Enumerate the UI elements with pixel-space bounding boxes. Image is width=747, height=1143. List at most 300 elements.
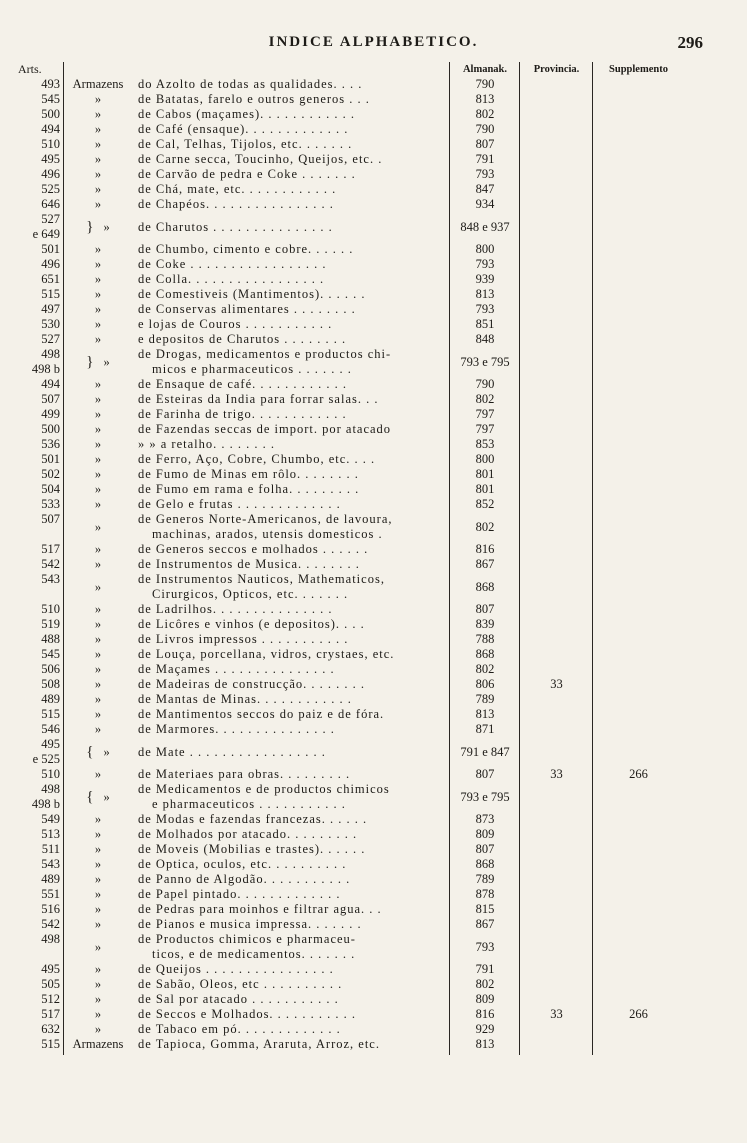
article-number-value: 527 — [41, 332, 60, 346]
description-text: de Esteiras da India para forrar salas. . . — [138, 392, 379, 406]
alphabetical-index-table — [14, 62, 684, 1052]
provincia-page — [520, 137, 593, 152]
description-text: de Maçames . . . . . . . . . . . . . . . — [138, 662, 335, 676]
article-number — [14, 167, 64, 182]
description-text: de Instrumentos Nauticos, Mathematicos, — [138, 572, 385, 586]
entry-description — [132, 977, 450, 992]
almanak-page: 815 — [475, 902, 495, 916]
category — [64, 707, 132, 722]
brace-mark: { — [86, 788, 94, 805]
article-number — [14, 917, 64, 932]
almanak-page: 807 — [475, 137, 495, 151]
category — [64, 677, 132, 692]
provincia-page — [520, 197, 593, 212]
almanak-page: 790 — [475, 77, 495, 91]
table-row — [14, 242, 684, 257]
entry-description — [132, 827, 450, 842]
table-row — [14, 962, 684, 977]
article-number-value: 507 — [41, 512, 60, 526]
table-header-row — [14, 62, 684, 77]
entry-description — [132, 782, 450, 812]
category-label: » — [94, 722, 102, 736]
description-text: e depositos de Charutos . . . . . . . . — [138, 332, 347, 346]
supplemento-page — [593, 272, 684, 287]
almanak-page: 847 — [475, 182, 495, 196]
category-label: » — [103, 744, 110, 759]
article-number-value: 495 — [41, 152, 60, 166]
provincia-page — [520, 77, 593, 92]
table-row — [14, 932, 684, 962]
supplemento-page — [593, 737, 684, 767]
category — [64, 182, 132, 197]
description-text: de Conservas alimentares . . . . . . . . — [138, 302, 356, 316]
provincia-page — [520, 692, 593, 707]
description-text: de Productos chimicos e pharmaceu- — [138, 932, 356, 946]
provincia-page — [520, 1037, 593, 1052]
category-label: » — [94, 137, 102, 151]
almanak-page: 868 — [475, 857, 495, 871]
article-number-value: 495 — [41, 737, 60, 751]
article-number — [14, 932, 64, 962]
article-number-value: 543 — [41, 572, 60, 586]
provincia-page — [520, 992, 593, 1007]
description-text: de Chapéos. . . . . . . . . . . . . . . . — [138, 197, 334, 211]
entry-description — [132, 212, 450, 242]
entry-description — [132, 842, 450, 857]
entry-description — [132, 437, 450, 452]
supplemento-page — [593, 842, 684, 857]
provincia-page — [520, 302, 593, 317]
description-text: de Moveis (Mobilias e trastes). . . . . . — [138, 842, 366, 856]
category-label: » — [94, 167, 102, 181]
article-number — [14, 482, 64, 497]
article-number — [14, 992, 64, 1007]
supplemento-page — [593, 887, 684, 902]
article-number — [14, 1007, 64, 1022]
category — [64, 602, 132, 617]
supplemento-page — [593, 632, 684, 647]
category — [64, 452, 132, 467]
description-text: de Farinha de trigo. . . . . . . . . . . . — [138, 407, 347, 421]
category-label: » — [94, 332, 102, 346]
almanak-page: 813 — [475, 92, 495, 106]
table-row — [14, 212, 684, 242]
almanak-page: 848 — [475, 332, 495, 346]
category-label: » — [94, 962, 102, 976]
provincia-page — [520, 182, 593, 197]
description-continuation: micos e pharmaceuticos . . . . . . . — [152, 362, 352, 376]
category — [64, 767, 132, 782]
article-number — [14, 1037, 64, 1052]
category-label: » — [94, 579, 102, 594]
category-label: » — [94, 242, 102, 256]
article-number-value: 543 — [41, 857, 60, 871]
description-text: de Drogas, medicamentos e productos chi- — [138, 347, 392, 361]
almanak-page: 791 — [475, 962, 495, 976]
provincia-page — [520, 782, 593, 812]
article-number-value: 507 — [41, 392, 60, 406]
description-text: de Molhados por atacado. . . . . . . . . — [138, 827, 358, 841]
provincia-page — [520, 497, 593, 512]
category — [64, 1007, 132, 1022]
article-number-value: 496 — [41, 167, 60, 181]
provincia-page: 33 — [550, 767, 563, 781]
supplemento-page — [593, 1022, 684, 1037]
article-number-value: 545 — [41, 92, 60, 106]
table-row — [14, 917, 684, 932]
category-label: » — [94, 602, 102, 616]
article-number-value: 525 — [41, 182, 60, 196]
almanak-page: 853 — [475, 437, 495, 451]
category — [64, 167, 132, 182]
description-text: de Cabos (maçames). . . . . . . . . . . . — [138, 107, 356, 121]
article-number-value: 515 — [41, 287, 60, 301]
category — [64, 662, 132, 677]
description-text: de Gelo e frutas . . . . . . . . . . . . . — [138, 497, 341, 511]
table-row — [14, 107, 684, 122]
supplemento-page: 266 — [629, 767, 648, 781]
provincia-page — [520, 827, 593, 842]
almanak-page: 809 — [475, 992, 495, 1006]
description-text: de Sabão, Oleos, etc . . . . . . . . . . — [138, 977, 343, 991]
category — [64, 317, 132, 332]
entry-description — [132, 347, 450, 377]
supplemento-page — [593, 317, 684, 332]
article-number-value: 488 — [41, 632, 60, 646]
description-text: de Materiaes para obras. . . . . . . . . — [138, 767, 351, 781]
category-label: » — [94, 857, 102, 871]
article-number-value: 501 — [41, 242, 60, 256]
description-continuation: Cirurgicos, Opticos, etc. . . . . . . — [152, 587, 349, 601]
description-text: de Cal, Telhas, Tijolos, etc. . . . . . . — [138, 137, 353, 151]
supplemento-page — [593, 302, 684, 317]
almanak-page: 939 — [475, 272, 495, 286]
article-number-value: 510 — [41, 137, 60, 151]
table-row — [14, 452, 684, 467]
category-label: » — [94, 452, 102, 466]
header-blank — [132, 62, 450, 77]
almanak-page: 929 — [475, 1022, 495, 1036]
category-label: » — [94, 377, 102, 391]
description-text: de Instrumentos de Musica. . . . . . . . — [138, 557, 360, 571]
table-row — [14, 857, 684, 872]
article-number-value: 527 — [41, 212, 60, 226]
supplemento-page — [593, 617, 684, 632]
article-number — [14, 242, 64, 257]
supplemento-page — [593, 692, 684, 707]
category — [64, 842, 132, 857]
table-row — [14, 1037, 684, 1052]
article-number-value: 515 — [41, 1037, 60, 1051]
header-supplemento: Supplemento — [609, 64, 668, 75]
almanak-page: 934 — [475, 197, 495, 211]
category — [64, 962, 132, 977]
category — [64, 152, 132, 167]
supplemento-page — [593, 677, 684, 692]
provincia-page — [520, 572, 593, 602]
category-label: » — [94, 107, 102, 121]
almanak-page: 802 — [475, 392, 495, 406]
table-row — [14, 1007, 684, 1022]
description-text: de Colla. . . . . . . . . . . . . . . . . — [138, 272, 325, 286]
category — [64, 647, 132, 662]
article-number-value: 494 — [41, 377, 60, 391]
entry-description — [132, 692, 450, 707]
article-number-value: 545 — [41, 647, 60, 661]
entry-description — [132, 572, 450, 602]
entry-description — [132, 1007, 450, 1022]
entry-description — [132, 497, 450, 512]
description-text: de Pedras para moinhos e filtrar agua. . . — [138, 902, 382, 916]
article-number-value: 546 — [41, 722, 60, 736]
provincia-page — [520, 977, 593, 992]
description-text: de Seccos e Molhados. . . . . . . . . . . — [138, 1007, 357, 1021]
category-label: » — [103, 354, 110, 369]
supplemento-page — [593, 602, 684, 617]
entry-description — [132, 122, 450, 137]
supplemento-page — [593, 917, 684, 932]
description-text: de Livros impressos . . . . . . . . . . . — [138, 632, 349, 646]
provincia-page — [520, 107, 593, 122]
entry-description — [132, 107, 450, 122]
article-number — [14, 662, 64, 677]
category — [64, 692, 132, 707]
provincia-page — [520, 377, 593, 392]
page-number: 296 — [677, 33, 703, 52]
description-text: de Louça, porcellana, vidros, crystaes, etc. — [138, 647, 395, 661]
supplemento-page — [593, 287, 684, 302]
provincia-page — [520, 452, 593, 467]
supplemento-page — [593, 332, 684, 347]
category — [64, 347, 132, 377]
article-number — [14, 197, 64, 212]
category-label: » — [94, 872, 102, 886]
category-label: » — [94, 467, 102, 481]
category — [64, 92, 132, 107]
supplemento-page — [593, 422, 684, 437]
provincia-page — [520, 557, 593, 572]
supplemento-page — [593, 152, 684, 167]
entry-description — [132, 902, 450, 917]
supplemento-page — [593, 992, 684, 1007]
header-provincia: Provincia. — [533, 64, 580, 75]
almanak-page: 871 — [475, 722, 495, 736]
category — [64, 407, 132, 422]
article-number-value: 536 — [41, 437, 60, 451]
supplemento-page — [593, 167, 684, 182]
article-number-value: 551 — [41, 887, 60, 901]
entry-description — [132, 167, 450, 182]
category-label: » — [94, 632, 102, 646]
entry-description — [132, 617, 450, 632]
article-number-value: 549 — [41, 812, 60, 826]
category — [64, 812, 132, 827]
table-row — [14, 482, 684, 497]
entry-description — [132, 557, 450, 572]
almanak-page: 789 — [475, 692, 495, 706]
description-text: de Mantas de Minas. . . . . . . . . . . . — [138, 692, 352, 706]
provincia-page — [520, 287, 593, 302]
provincia-page — [520, 602, 593, 617]
article-number — [14, 902, 64, 917]
provincia-page — [520, 887, 593, 902]
category-label: » — [94, 977, 102, 991]
entry-description — [132, 257, 450, 272]
entry-description — [132, 287, 450, 302]
category-label: » — [94, 842, 102, 856]
description-text: de Batatas, farelo e outros generos . . . — [138, 92, 370, 106]
almanak-page: 801 — [475, 482, 495, 496]
category — [64, 287, 132, 302]
table-row — [14, 602, 684, 617]
almanak-page: 848 e 937 — [460, 219, 510, 234]
provincia-page — [520, 662, 593, 677]
almanak-page: 789 — [475, 872, 495, 886]
article-number — [14, 422, 64, 437]
article-number — [14, 347, 64, 377]
table-row — [14, 77, 684, 92]
entry-description — [132, 407, 450, 422]
table-row — [14, 152, 684, 167]
almanak-page: 852 — [475, 497, 495, 511]
provincia-page — [520, 482, 593, 497]
almanak-page: 788 — [475, 632, 495, 646]
provincia-page — [520, 722, 593, 737]
provincia-page — [520, 242, 593, 257]
provincia-page — [520, 152, 593, 167]
description-text: de Café (ensaque). . . . . . . . . . . . . — [138, 122, 349, 136]
article-number-value: 651 — [41, 272, 60, 286]
article-number — [14, 617, 64, 632]
description-text: de Medicamentos e de productos chimicos — [138, 782, 390, 796]
category-label: » — [94, 677, 102, 691]
provincia-page — [520, 257, 593, 272]
table-row — [14, 677, 684, 692]
provincia-page — [520, 407, 593, 422]
almanak-page: 793 — [475, 939, 495, 954]
entry-description — [132, 872, 450, 887]
category-label: » — [94, 122, 102, 136]
category — [64, 512, 132, 542]
article-number-value: 498 — [41, 347, 60, 361]
article-number — [14, 737, 64, 767]
table-row — [14, 377, 684, 392]
supplemento-page — [593, 212, 684, 242]
table-row — [14, 977, 684, 992]
provincia-page — [520, 812, 593, 827]
article-number-value: 517 — [41, 542, 60, 556]
description-text: de Mate . . . . . . . . . . . . . . . . . — [138, 744, 326, 759]
supplemento-page — [593, 722, 684, 737]
description-text: de Tapioca, Gomma, Araruta, Arroz, etc. — [138, 1037, 380, 1051]
category-label: » — [94, 482, 102, 496]
provincia-page: 33 — [550, 1007, 563, 1021]
category — [64, 572, 132, 602]
provincia-page — [520, 512, 593, 542]
article-number — [14, 632, 64, 647]
entry-description — [132, 482, 450, 497]
description-text: de Comestiveis (Mantimentos). . . . . . — [138, 287, 366, 301]
entry-description — [132, 377, 450, 392]
table-row — [14, 572, 684, 602]
description-continuation: e pharmaceuticos . . . . . . . . . . . — [152, 797, 346, 811]
table-row — [14, 782, 684, 812]
table-row — [14, 647, 684, 662]
description-text: de Queijos . . . . . . . . . . . . . . . . — [138, 962, 334, 976]
entry-description — [132, 932, 450, 962]
provincia-page — [520, 272, 593, 287]
supplemento-page — [593, 482, 684, 497]
article-number-value: 504 — [41, 482, 60, 496]
article-number — [14, 332, 64, 347]
entry-description — [132, 707, 450, 722]
description-text: de Marmores. . . . . . . . . . . . . . . — [138, 722, 335, 736]
category — [64, 977, 132, 992]
category — [64, 437, 132, 452]
description-text: de Coke . . . . . . . . . . . . . . . . . — [138, 257, 327, 271]
category — [64, 557, 132, 572]
provincia-page — [520, 332, 593, 347]
table-row — [14, 122, 684, 137]
description-continuation: ticos, e de medicamentos. . . . . . . — [152, 947, 356, 961]
article-number — [14, 887, 64, 902]
almanak-page: 791 e 847 — [460, 744, 510, 759]
supplemento-page — [593, 242, 684, 257]
article-number — [14, 212, 64, 242]
article-number — [14, 512, 64, 542]
entry-description — [132, 332, 450, 347]
almanak-page: 791 — [475, 152, 495, 166]
table-row — [14, 347, 684, 377]
category — [64, 1037, 132, 1052]
category-label: » — [94, 392, 102, 406]
provincia-page — [520, 917, 593, 932]
supplemento-page — [593, 1037, 684, 1052]
almanak-page: 873 — [475, 812, 495, 826]
almanak-page: 800 — [475, 452, 495, 466]
category-label: » — [94, 917, 102, 931]
description-text: de Papel pintado. . . . . . . . . . . . . — [138, 887, 341, 901]
supplemento-page — [593, 197, 684, 212]
category — [64, 827, 132, 842]
provincia-page — [520, 347, 593, 377]
article-number-value: 498 — [41, 782, 60, 796]
supplemento-page — [593, 107, 684, 122]
provincia-page — [520, 857, 593, 872]
almanak-page: 797 — [475, 407, 495, 421]
category — [64, 872, 132, 887]
table-row — [14, 317, 684, 332]
article-number — [14, 122, 64, 137]
description-text: de Optica, oculos, etc. . . . . . . . . . — [138, 857, 347, 871]
entry-description — [132, 317, 450, 332]
table-row — [14, 887, 684, 902]
category-label: » — [94, 497, 102, 511]
almanak-page: 793 — [475, 302, 495, 316]
provincia-page — [520, 122, 593, 137]
category — [64, 122, 132, 137]
article-number-value: 516 — [41, 902, 60, 916]
category-label: » — [94, 647, 102, 661]
almanak-page: 816 — [475, 542, 495, 556]
article-number-second: e 649 — [32, 227, 60, 241]
article-number — [14, 287, 64, 302]
brace-mark: } — [86, 218, 94, 235]
category-label: » — [94, 1007, 102, 1021]
almanak-page: 807 — [475, 842, 495, 856]
table-row — [14, 827, 684, 842]
provincia-page — [520, 872, 593, 887]
